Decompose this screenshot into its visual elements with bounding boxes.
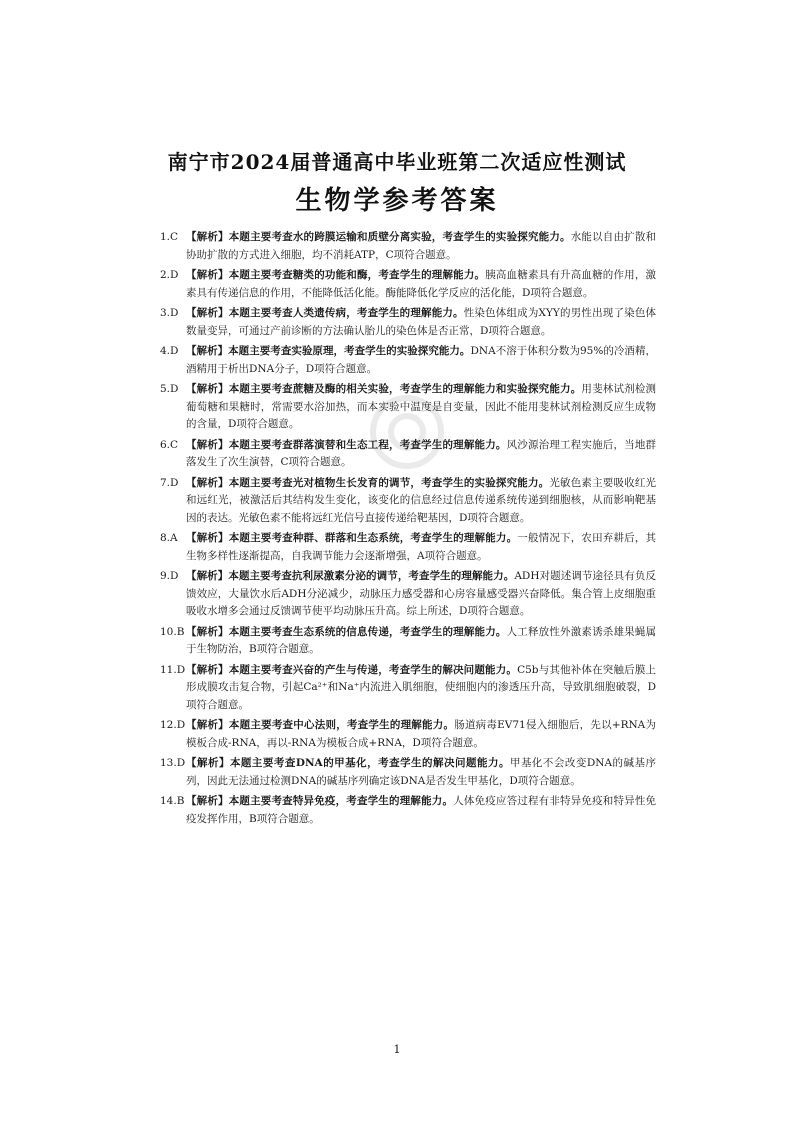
answer-item-3 bbox=[160, 305, 656, 340]
analysis-heading: 【解析】本题主要考查蔗糖及酶的相关实验，考查学生的理解能力和实验探究能力。 bbox=[186, 383, 582, 395]
analysis-heading: 【解析】本题主要考查兴奋的产生与传递，考查学生的解决问题能力。 bbox=[186, 663, 518, 676]
answer-item-5 bbox=[160, 381, 656, 434]
analysis-heading: 【解析】本题主要考查抗利尿激素分泌的调节，考查学生的理解能力。 bbox=[186, 570, 515, 582]
answer-list bbox=[160, 229, 656, 831]
answer-item-10 bbox=[160, 624, 656, 659]
answer-number: 10.B bbox=[160, 625, 185, 638]
answer-number: 2.D bbox=[160, 269, 179, 281]
analysis-text: 性染色体组成为XYY的男性出现了染色体数量变异，可通过产前诊断的方法确认胎儿的染色体是否正常，D项符合题意。 bbox=[186, 307, 657, 337]
analysis-heading: 【解析】本题主要考查光对植物生长发育的调节，考查学生的实验探究能力。 bbox=[186, 476, 550, 489]
answer-item-8 bbox=[160, 530, 656, 565]
answer-item-12 bbox=[160, 717, 656, 752]
answer-item-9 bbox=[160, 568, 656, 621]
answer-number: 3.D bbox=[160, 307, 179, 319]
answer-number: 12.D bbox=[160, 719, 186, 731]
answer-number: 11.D bbox=[160, 663, 186, 676]
analysis-text: DNA不溶于体积分数为95%的冷酒精，酒精用于析出DNA分子，D项符合题意。 bbox=[186, 345, 656, 375]
analysis-text: 光敏色素主要吸收红光和远红光，被激活后其结构发生变化，该变化的信息经过信息传递系统传递到细胞核，从而影响靶基因的表达。光敏色素不能将远红光信号直接传递给靶基因，D项符合题意。 bbox=[186, 476, 657, 524]
answer-number: 1.C bbox=[160, 231, 179, 243]
analysis-text: 胰高血糖素具有升高血糖的作用，激素具有传递信息的作用，不能降低活化能。酶能降低化学反应的活化能，D项符合题意。 bbox=[186, 269, 657, 299]
analysis-heading: 【解析】本题主要考查生态系统的信息传递，考查学生的理解能力。 bbox=[186, 625, 507, 638]
answer-item-13 bbox=[160, 755, 656, 790]
answer-key-title: 生物学参考答案 bbox=[295, 186, 499, 216]
analysis-heading: 【解析】本题主要考查特异免疫，考查学生的理解能力。 bbox=[186, 795, 454, 807]
answer-item-14 bbox=[160, 793, 656, 828]
analysis-text: 人体免疫应答过程有非特异免疫和特异性免疫发挥作用，B项符合题意。 bbox=[186, 795, 657, 825]
analysis-heading: 【解析】本题主要考查群落演替和生态工程，考查学生的理解能力。 bbox=[186, 438, 507, 451]
answer-item-11 bbox=[160, 662, 656, 715]
analysis-heading: 【解析】本题主要考查DNA的甲基化，考查学生的解决问题能力。 bbox=[186, 757, 510, 769]
answer-number: 9.D bbox=[160, 570, 179, 582]
answer-number: 8.A bbox=[160, 532, 178, 544]
answer-number: 4.D bbox=[160, 345, 179, 357]
answer-item-1 bbox=[160, 229, 656, 264]
analysis-heading: 【解析】本题主要考查人类遗传病，考查学生的理解能力。 bbox=[186, 307, 464, 319]
analysis-text: 用斐林试剂检测葡萄糖和果糖时，常需要水浴加热，而本实验中温度是自变量，因此不能用斐林试剂检测反应生成物的含量，D项符合题意。 bbox=[186, 383, 657, 430]
answer-item-2 bbox=[160, 267, 656, 302]
page-number: 1 bbox=[393, 1043, 401, 1056]
analysis-text: C5b与其他补体在突触后膜上形成膜攻击复合物，引起Ca²⁺和Na⁺内流进入肌细胞，使细胞内的渗透压升高，导致肌细胞破裂，D项符合题意。 bbox=[186, 663, 657, 711]
analysis-heading: 【解析】本题主要考查糖类的功能和酶，考查学生的理解能力。 bbox=[186, 269, 486, 281]
analysis-text: 一般情况下，农田弃耕后，其生物多样性逐渐提高，自我调节能力会逐渐增强，A项符合题意。 bbox=[186, 532, 657, 562]
analysis-heading: 【解析】本题主要考查中心法则，考查学生的理解能力。 bbox=[186, 719, 455, 731]
analysis-text: 水能以自由扩散和协助扩散的方式进入细胞，均不消耗ATP，C项符合题意。 bbox=[186, 231, 657, 261]
answer-number: 13.D bbox=[160, 757, 186, 769]
analysis-heading: 【解析】本题主要考查种群、群落和生态系统，考查学生的理解能力。 bbox=[186, 532, 518, 544]
answer-item-6 bbox=[160, 437, 656, 472]
exam-title: 南宁市2024届普通高中毕业班第二次适应性测试 bbox=[167, 150, 627, 174]
analysis-heading: 【解析】本题主要考查实验原理，考查学生的实验探究能力。 bbox=[186, 345, 471, 357]
answer-number: 5.D bbox=[160, 383, 179, 395]
analysis-text: 风沙源治理工程实施后，当地群落发生了次生演替，C项符合题意。 bbox=[186, 438, 657, 468]
answer-number: 14.B bbox=[160, 795, 185, 807]
answer-number: 6.C bbox=[160, 438, 179, 451]
analysis-text: ADH对题述调节途径具有负反馈效应，大量饮水后ADH分泌减少，动脉压力感受器和心房容量感受器兴奋降低。集合管上皮细胞重吸收水增多会通过反馈调节使平均动脉压升高。综上所述，D项符合题意。 bbox=[186, 570, 656, 617]
answer-number: 7.D bbox=[160, 476, 179, 489]
analysis-text: 人工释放性外激素诱杀雄果蝇属于生物防治，B项符合题意。 bbox=[186, 625, 657, 655]
analysis-text: 肠道病毒EV71侵入细胞后，先以+RNA为模板合成-RNA，再以-RNA为模板合成+RNA，D项符合题意。 bbox=[186, 719, 656, 749]
analysis-heading: 【解析】本题主要考查水的跨膜运输和质壁分离实验，考查学生的实验探究能力。 bbox=[186, 231, 571, 243]
analysis-text: 甲基化不会改变DNA的碱基序列，因此无法通过检测DNA的碱基序列确定该DNA是否发生甲基化，D项符合题意。 bbox=[186, 757, 656, 787]
answer-item-7 bbox=[160, 475, 656, 528]
answer-item-4 bbox=[160, 343, 656, 378]
